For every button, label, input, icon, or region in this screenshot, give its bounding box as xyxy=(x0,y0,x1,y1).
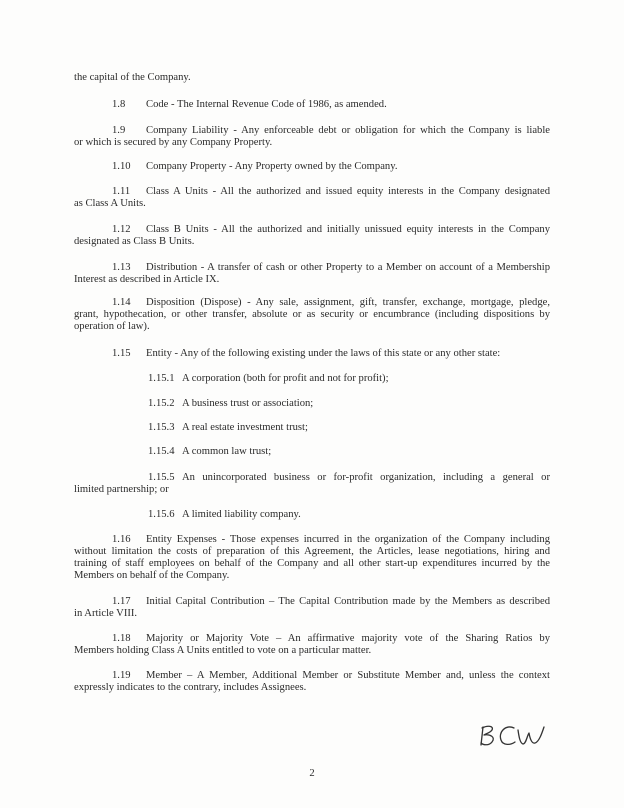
definition-1-16: 1.16 Entity Expenses - Those expenses incurred in the organization of the Company including xyxy=(112,534,550,545)
text-line: grant, hypothecation, or other transfer, absolute or as security or encumbrance (including dispositions by xyxy=(74,309,550,320)
text-line: or which is secured by any Company Property. xyxy=(74,137,273,148)
text-line: without limitation the costs of preparation of this Agreement, the Articles, lease negotiations, hiring and xyxy=(74,546,550,557)
definition-1-15: 1.15 Entity - Any of the following existing under the laws of this state or any other state: xyxy=(112,348,501,359)
definition-1-15-3: 1.15.3 A real estate investment trust; xyxy=(148,422,308,433)
text-line: limited partnership; or xyxy=(74,484,169,495)
definition-1-15-4: 1.15.4 A common law trust; xyxy=(148,446,272,457)
text-line: expressly indicates to the contrary, includes Assignees. xyxy=(74,682,307,693)
definition-1-8: 1.8 Code - The Internal Revenue Code of 1986, as amended. xyxy=(112,99,387,110)
text-line: operation of law). xyxy=(74,321,150,332)
page-number: 2 xyxy=(309,768,315,779)
definition-1-14: 1.14 Disposition (Dispose) - Any sale, assignment, gift, transfer, exchange, mortgage, pledge, xyxy=(112,297,550,308)
definition-1-12: 1.12 Class B Units - All the authorized and initially unissued equity interests in the Company xyxy=(112,224,550,235)
definition-1-18: 1.18 Majority or Majority Vote – An affirmative majority vote of the Sharing Ratios by xyxy=(112,633,550,644)
definition-1-15-2: 1.15.2 A business trust or association; xyxy=(148,398,314,409)
definition-1-13: 1.13 Distribution - A transfer of cash or other Property to a Member on account of a Membership xyxy=(112,262,550,273)
text-line: Interest as described in Article IX. xyxy=(74,274,220,285)
text-line: training of staff employees on behalf of the Company and all other start-up expenditures incurred by the xyxy=(74,558,550,569)
text-line: the capital of the Company. xyxy=(74,72,191,83)
text-line: Members holding Class A Units entitled to vote on a particular matter. xyxy=(74,645,372,656)
definition-1-10: 1.10 Company Property - Any Property owned by the Company. xyxy=(112,161,398,172)
definition-1-15-1: 1.15.1 A corporation (both for profit and not for profit); xyxy=(148,373,389,384)
definition-1-15-6: 1.15.6 A limited liability company. xyxy=(148,509,301,520)
text-line: Members on behalf of the Company. xyxy=(74,570,230,581)
definition-1-19: 1.19 Member – A Member, Additional Member or Substitute Member and, unless the context xyxy=(112,670,550,681)
definition-1-17: 1.17 Initial Capital Contribution – The Capital Contribution made by the Members as described xyxy=(112,596,550,607)
text-line: as Class A Units. xyxy=(74,198,146,209)
signature-initials xyxy=(476,718,556,752)
definition-1-9: 1.9 Company Liability - Any enforceable debt or obligation for which the Company is liable xyxy=(112,125,550,136)
definition-1-11: 1.11 Class A Units - All the authorized and issued equity interests in the Company designated xyxy=(112,186,550,197)
text-line: designated as Class B Units. xyxy=(74,236,195,247)
definition-1-15-5: 1.15.5 An unincorporated business or for-profit organization, including a general or xyxy=(148,472,550,483)
text-line: in Article VIII. xyxy=(74,608,138,619)
